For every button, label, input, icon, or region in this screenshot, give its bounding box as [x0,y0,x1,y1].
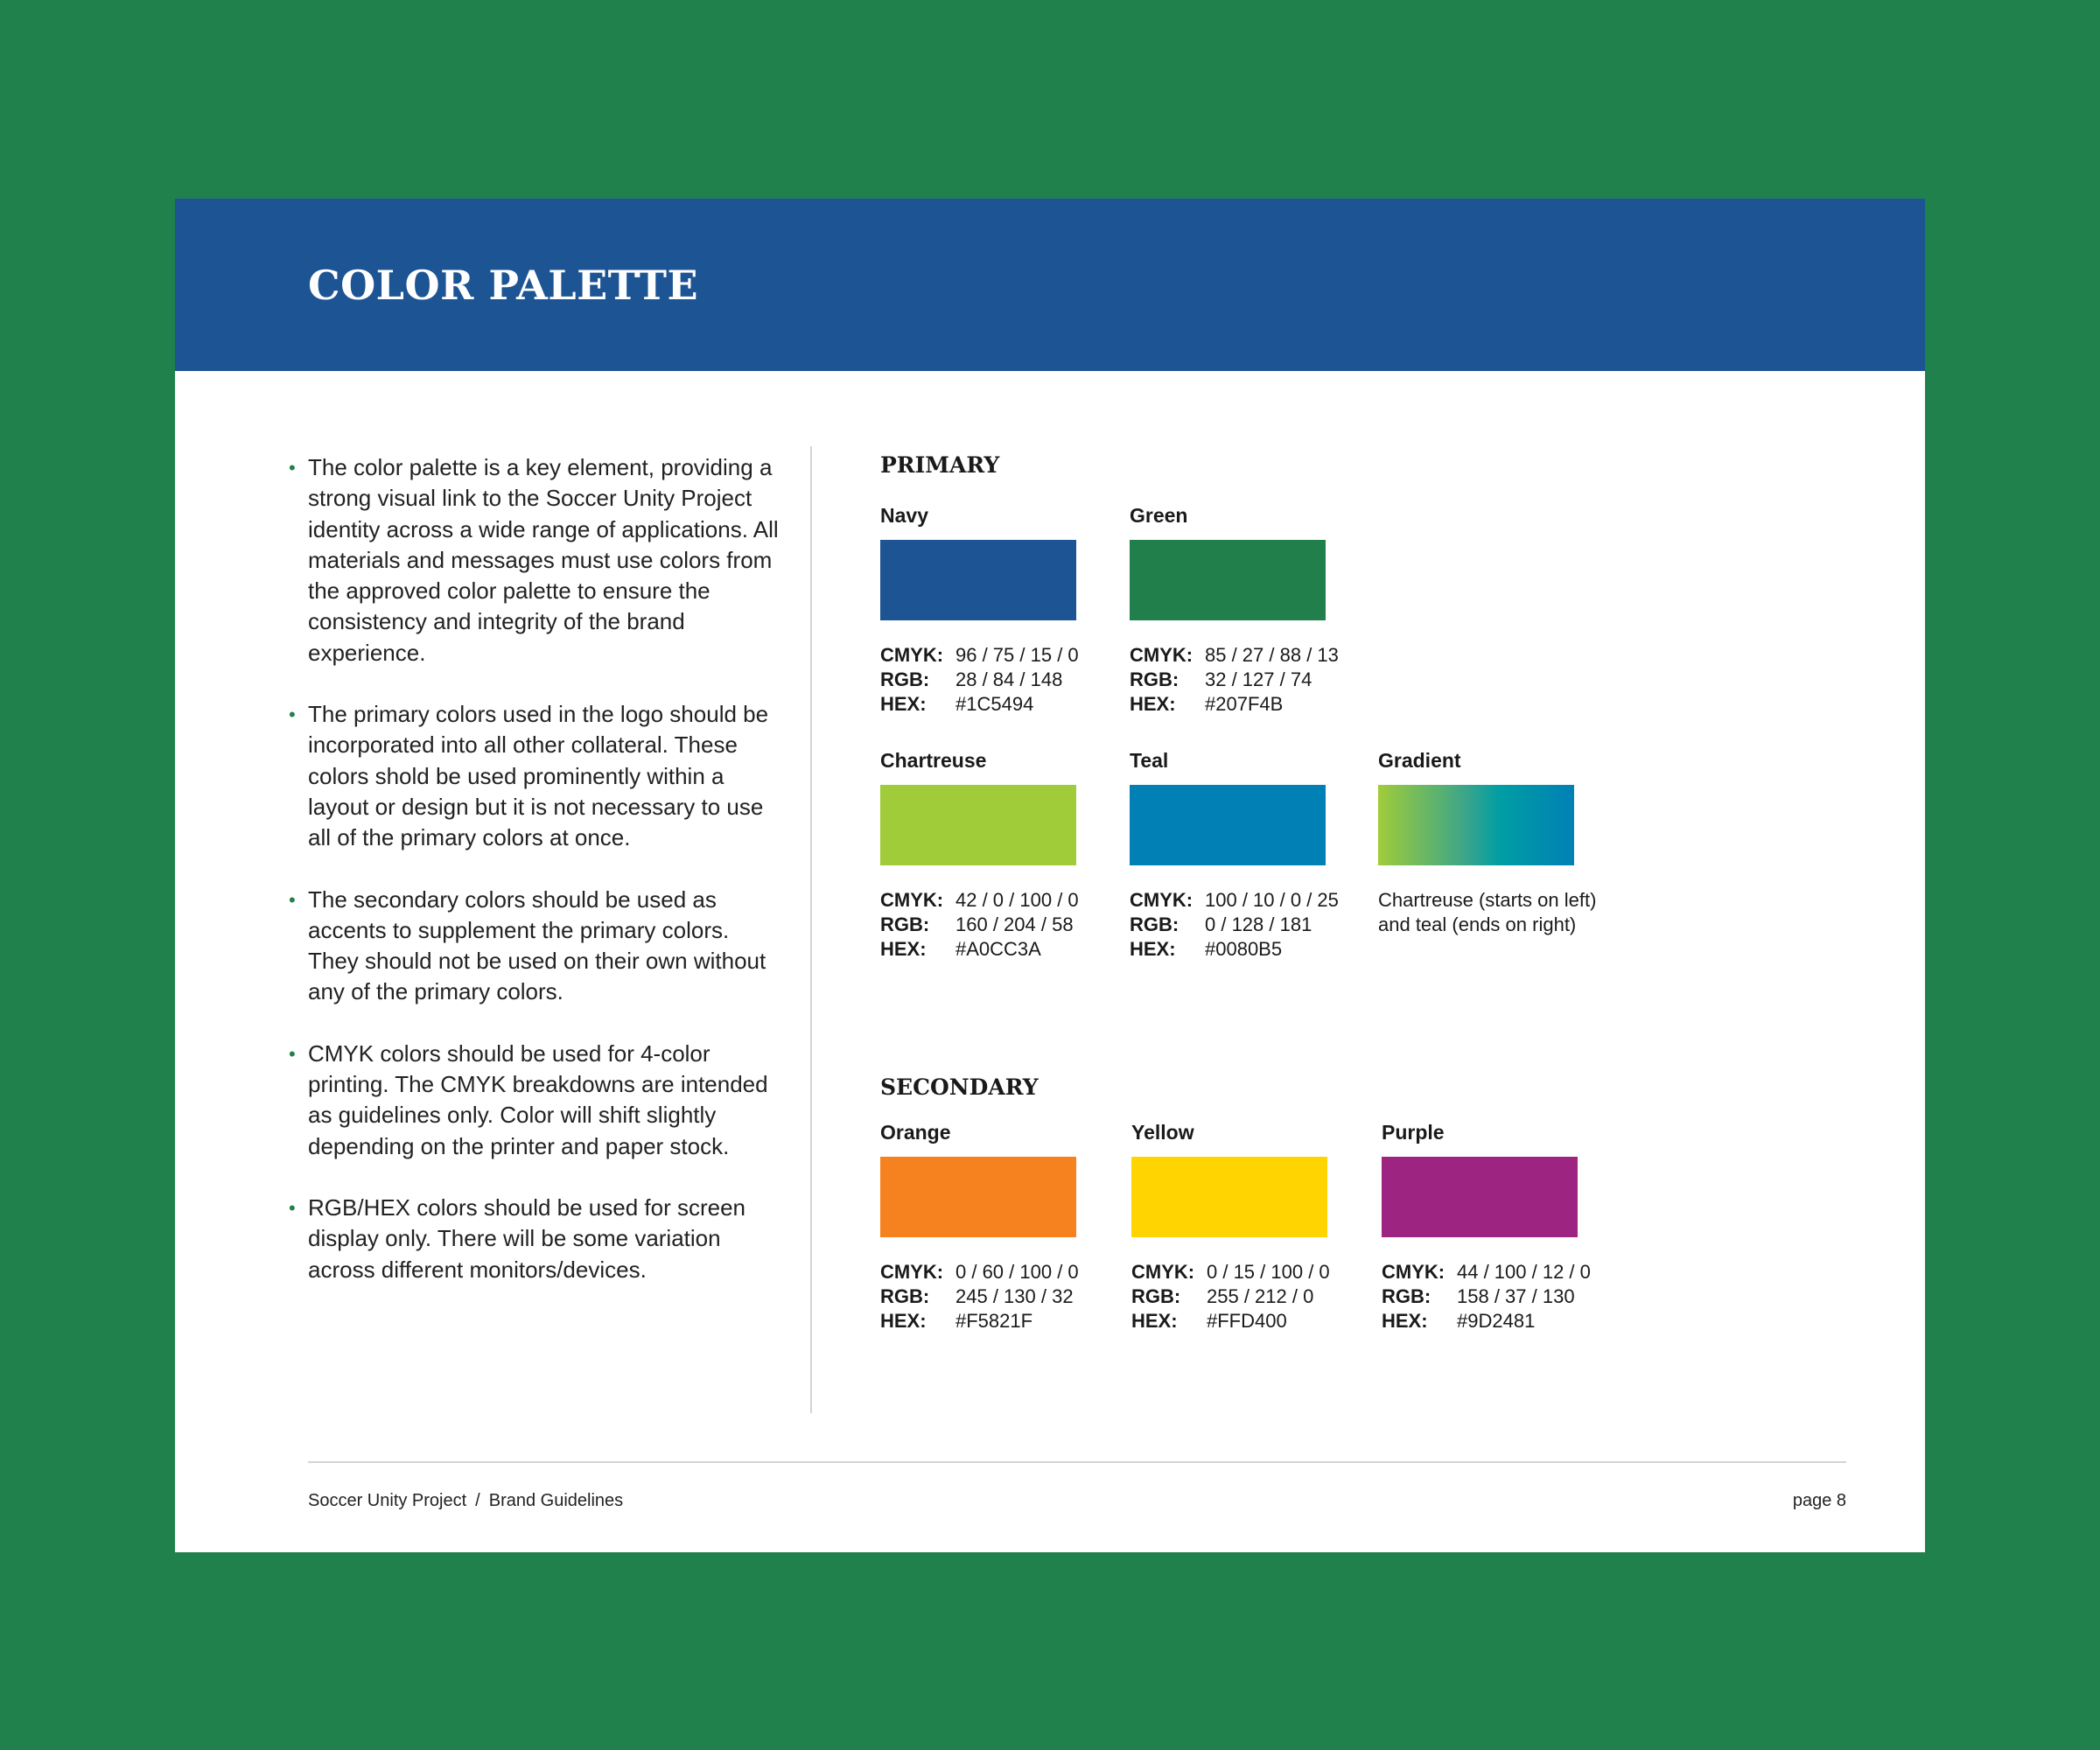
page-header [175,199,1925,371]
swatch-block-green [1130,503,1392,717]
swatch-name: Chartreuse [880,749,987,772]
rgb-value: 158 / 37 / 130 [1457,1285,1575,1307]
footer-separator: / [475,1491,480,1510]
hex-label: HEX: [880,938,927,960]
swatch-purple [1382,1157,1578,1237]
swatch-orange [880,1157,1076,1237]
bullet-item: • The primary colors used in the logo should be incorporated into all other collateral. These colors shold be used prominently within a layout or design but it is not necessary to use all of the primary colors at once. [289,701,769,851]
footer-doc-name: Brand Guidelines [488,1491,624,1510]
hex-value: #FFD400 [1207,1310,1287,1332]
swatch-chartreuse [880,785,1076,865]
cmyk-value: 100 / 10 / 0 / 25 [1205,889,1339,911]
hex-label: HEX: [1130,938,1176,960]
rgb-value: 245 / 130 / 32 [956,1285,1074,1307]
page-title: COLOR PALETTE [308,262,699,309]
swatch-yellow [1131,1157,1327,1237]
bullet-dot-icon: • [289,1042,296,1065]
bullet-dot-icon: • [289,457,296,479]
cmyk-label: CMYK: [1130,644,1194,666]
swatch-name: Navy [880,504,928,527]
swatch-block-gradient [1378,748,1641,937]
footer-project-name: Soccer Unity Project [308,1491,467,1510]
cmyk-label: CMYK: [880,1261,944,1283]
hex-value: #A0CC3A [956,938,1041,960]
rgb-value: 255 / 212 / 0 [1207,1285,1314,1307]
swatch-navy [880,540,1076,620]
cmyk-value: 85 / 27 / 88 / 13 [1205,644,1339,666]
swatch-name: Orange [880,1121,951,1144]
swatch-gradient [1378,785,1574,865]
cmyk-value: 44 / 100 / 12 / 0 [1457,1261,1591,1283]
rgb-label: RGB: [880,1285,930,1307]
hex-label: HEX: [1382,1310,1428,1332]
cmyk-label: CMYK: [1131,1261,1195,1283]
cmyk-value: 42 / 0 / 100 / 0 [956,889,1079,911]
swatch-block-navy [880,503,1143,717]
swatch-block-orange [880,1120,1143,1334]
hex-value: #0080B5 [1205,938,1283,960]
bullet-dot-icon: • [289,1196,296,1219]
rgb-label: RGB: [1131,1285,1181,1307]
color-specs [880,888,1143,962]
rgb-label: RGB: [1382,1285,1432,1307]
swatch-name: Green [1130,504,1188,527]
hex-label: HEX: [1131,1310,1178,1332]
cmyk-value: 0 / 60 / 100 / 0 [956,1261,1079,1283]
swatch-teal [1130,785,1326,865]
hex-value: #9D2481 [1457,1310,1536,1332]
cmyk-value: 96 / 75 / 15 / 0 [956,644,1079,666]
swatch-name: Yellow [1131,1121,1194,1144]
gradient-note-line: and teal (ends on right) [1378,914,1577,935]
bullet-item: • The secondary colors should be used as accents to supplement the primary colors. They should not be used on their own without any of the primary colors. [289,886,766,1005]
rgb-label: RGB: [1130,914,1180,935]
cmyk-label: CMYK: [880,889,944,911]
cmyk-value: 0 / 15 / 100 / 0 [1207,1261,1330,1283]
color-specs [1382,1260,1644,1334]
swatch-name: Gradient [1378,749,1461,772]
color-specs [1130,888,1392,962]
guideline-page [175,199,1925,1552]
rgb-label: RGB: [1130,668,1180,690]
rgb-value: 28 / 84 / 148 [956,668,1063,690]
hex-value: #207F4B [1205,693,1284,715]
swatch-block-yellow [1131,1120,1394,1334]
bullet-dot-icon: • [289,704,296,726]
bullet-dot-icon: • [289,888,296,911]
rgb-value: 32 / 127 / 74 [1205,668,1312,690]
swatch-block-chartreuse [880,748,1143,962]
hex-label: HEX: [1130,693,1176,715]
footer-divider [308,1461,1846,1463]
bullet-item: • The color palette is a key element, providing a strong visual link to the Soccer Unity Project identity across a wide range of applications. All materials and messages must use colors from the approved color palette to ensure the consistency and integrity of the brand experience. [289,454,779,666]
swatch-name: Purple [1382,1121,1445,1144]
hex-label: HEX: [880,1310,927,1332]
cmyk-label: CMYK: [1382,1261,1446,1283]
rgb-label: RGB: [880,668,930,690]
primary-heading: PRIMARY [880,452,1000,478]
rgb-value: 0 / 128 / 181 [1205,914,1312,935]
hex-value: #F5821F [956,1310,1033,1332]
column-divider [810,446,812,1413]
swatch-name: Teal [1130,749,1169,772]
color-specs [880,1260,1143,1334]
color-specs [1130,643,1392,717]
cmyk-label: CMYK: [880,644,944,666]
hex-label: HEX: [880,693,927,715]
rgb-label: RGB: [880,914,930,935]
bullet-item: • CMYK colors should be used for 4-color printing. The CMYK breakdowns are intended as guidelines only. Color will shift slightly depending on the printer and paper stock. [289,1040,768,1159]
hex-value: #1C5494 [956,693,1034,715]
rgb-value: 160 / 204 / 58 [956,914,1074,935]
bullet-item: • RGB/HEX colors should be used for screen display only. There will be some variation across different monitors/devices. [289,1194,746,1283]
page-number: page 8 [1792,1491,1846,1510]
secondary-heading: SECONDARY [880,1074,1039,1100]
color-specs [1131,1260,1394,1334]
gradient-note-line: Chartreuse (starts on left) [1378,889,1597,911]
gradient-note [1378,888,1641,937]
footer-document-title [308,1491,623,1511]
swatch-block-purple [1382,1120,1644,1334]
cmyk-label: CMYK: [1130,889,1194,911]
swatch-block-teal [1130,748,1392,962]
guideline-bullets [289,452,779,1316]
color-specs [880,643,1143,717]
swatch-green [1130,540,1326,620]
